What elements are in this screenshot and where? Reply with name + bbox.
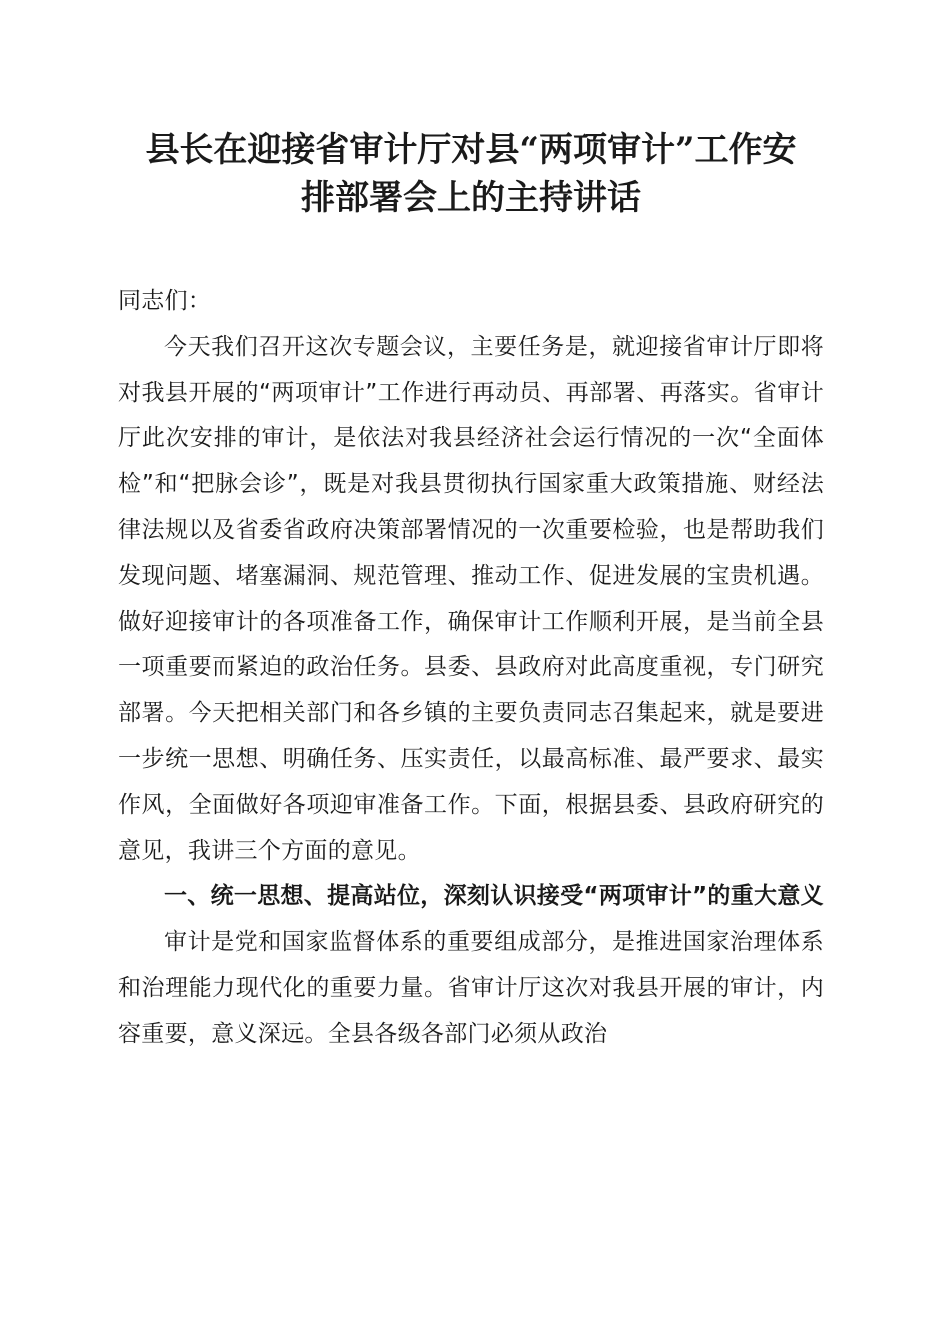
salutation: 同志们： [118,288,212,314]
document-title [118,126,824,222]
title-line-1: 县长在迎接省审计厅对县“两项审计”工作安 [145,130,797,170]
paragraph-intro: 今天我们召开这次专题会议，主要任务是，就迎接省审计厅即将对我县开展的“两项审计”工作进行再动员、再部署、再落实。省审计厅此次安排的审计，是依法对我县经济社会运行情况的一次“全面体检”和“把脉会诊”，既是对我县贯彻执行国家重大政策措施、财经法律法规以及省委省政府决策部署情况的一次重要检验，也是帮助我们发现问题、堵塞漏洞、规范管理、推动工作、促进发展的宝贵机遇。做好迎接审计的各项准备工作，确保审计工作顺利开展，是当前全县一项重要而紧迫的政治任务。县委、县政府对此高度重视，专门研究部署。今天把相关部门和各乡镇的主要负责同志召集起来，就是要进一步统一思想、明确任务、压实责任，以最高标准、最严要求、最实作风，全面做好各项迎审准备工作。下面，根据县委、县政府研究的意见，我讲三个方面的意见。 [118,333,824,864]
section-heading-1: 一、统一思想、提高站位，深刻认识接受“两项审计”的重大意义 [164,883,824,910]
paragraph-section-1: 审计是党和国家监督体系的重要组成部分，是推进国家治理体系和治理能力现代化的重要力量。省审计厅这次对我县开展的审计，内容重要，意义深远。全县各级各部门必须从政治 [118,929,824,1047]
title-line-2: 排部署会上的主持讲话 [301,178,641,218]
document-page [118,126,824,1058]
